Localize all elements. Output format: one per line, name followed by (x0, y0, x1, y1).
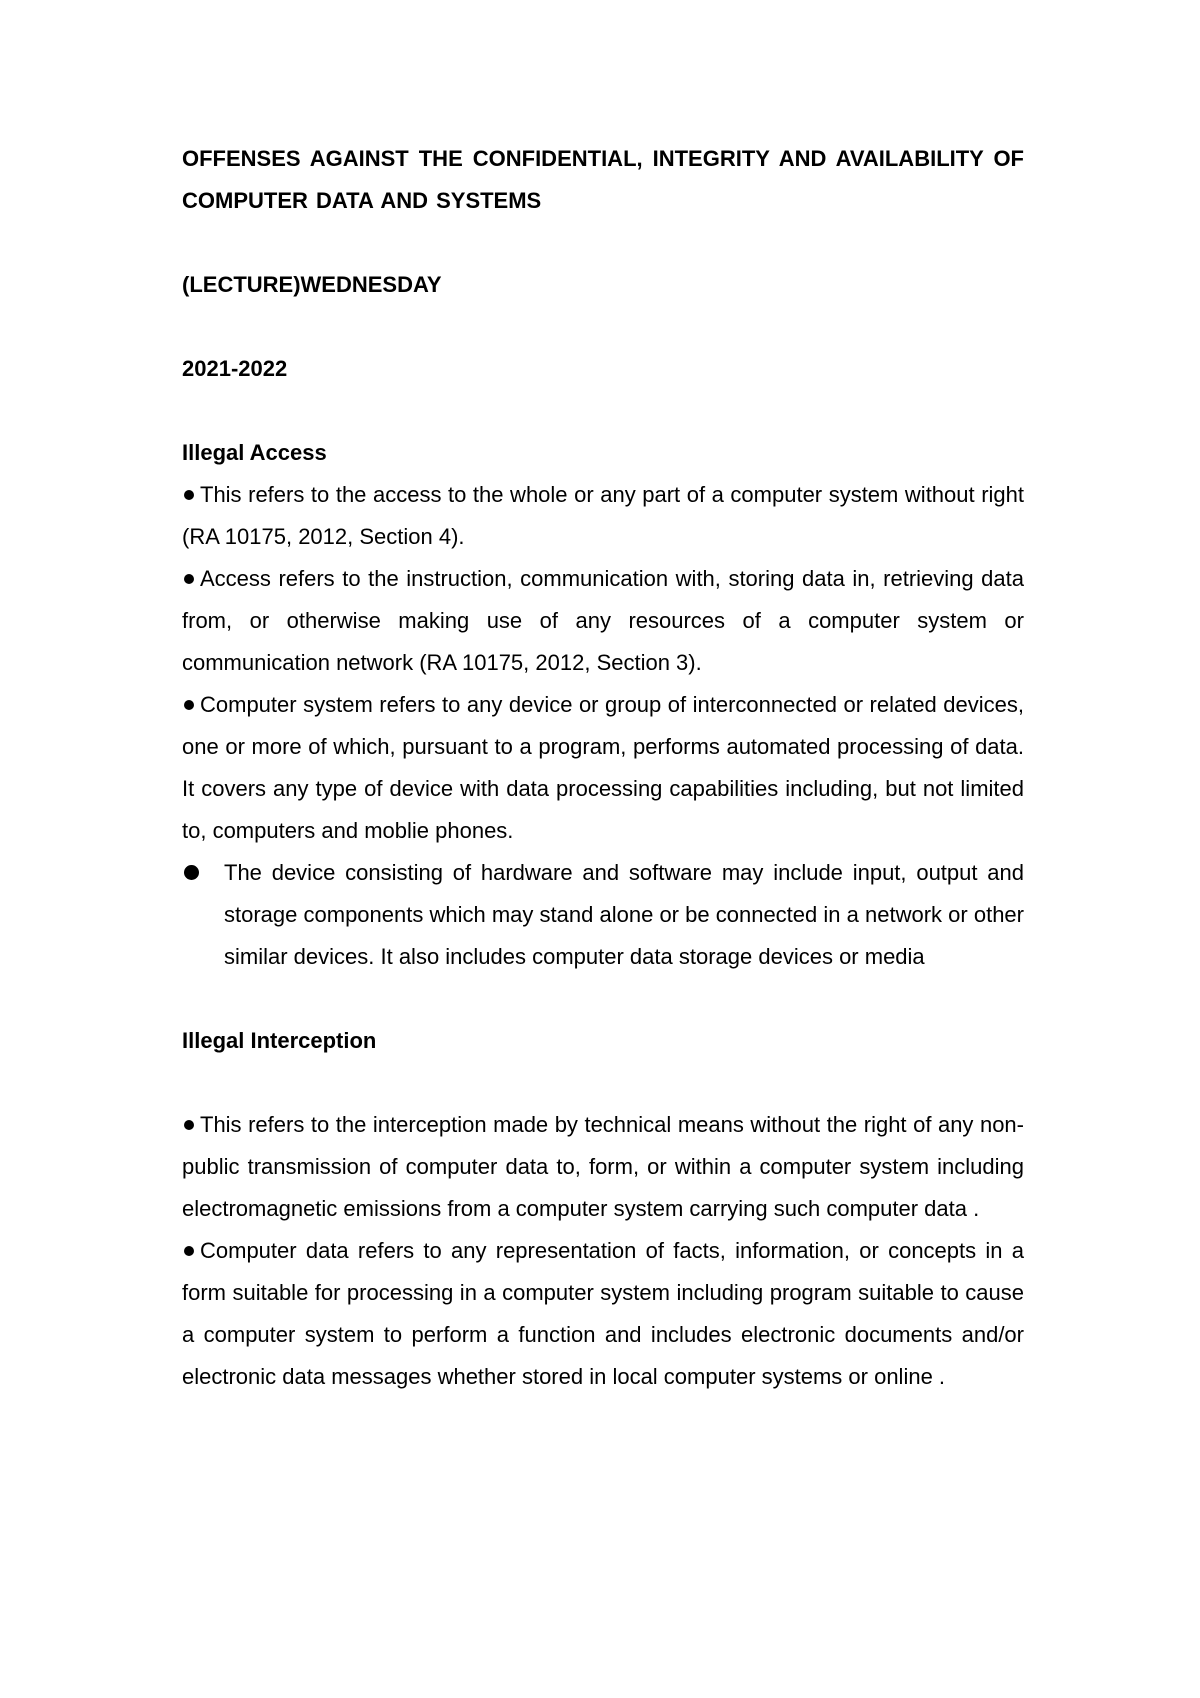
heading-spacer (182, 1062, 1024, 1104)
bullet-icon (184, 865, 199, 880)
list-item (182, 1104, 1024, 1230)
list-item-indented (182, 852, 1024, 978)
bullet-icon (184, 574, 194, 584)
academic-year: 2021-2022 (182, 356, 288, 381)
list-item (182, 558, 1024, 684)
document-title: OFFENSES AGAINST THE CONFIDENTIAL, INTEGRITY AND AVAILABILITY OF COMPUTER DATA AND SYSTEMS (182, 146, 1024, 213)
list-item-text: Access refers to the instruction, communication with, storing data in, retrieving data from, or otherwise making use of any resources of a computer system or communication network (RA 10175, 2012, Section 3). (182, 566, 1024, 675)
list-item (182, 474, 1024, 558)
list-item-text: Computer data refers to any representation of facts, information, or concepts in a form suitable for processing in a computer system including program suitable to cause a computer system to perform a function and includes electronic documents and/or electronic data messages whether stored in local computer systems or online . (182, 1238, 1024, 1389)
list-item-text: The device consisting of hardware and software may include input, output and storage components which may stand alone or be connected in a network or other similar devices. It also includes computer data storage devices or media (224, 860, 1024, 969)
section-heading-illegal-access: Illegal Access (182, 440, 327, 465)
list-item (182, 1230, 1024, 1398)
session-label: (LECTURE)WEDNESDAY (182, 272, 442, 297)
list-item-text: This refers to the interception made by technical means without the right of any non-public transmission of computer data to, form, or within a computer system including electromagnetic emissions from a computer system carrying such computer data . (182, 1112, 1024, 1221)
section-spacer (182, 978, 1024, 1020)
document-content (182, 138, 1024, 1398)
list-item (182, 684, 1024, 852)
bullet-icon (184, 490, 194, 500)
list-item-text: Computer system refers to any device or group of interconnected or related devices, one or more of which, pursuant to a program, performs automated processing of data. It covers any type of device with data processing capabilities including, but not limited to, computers and moblie phones. (182, 692, 1024, 843)
bullet-icon (184, 1120, 194, 1130)
bullet-icon (184, 1246, 194, 1256)
section-heading-illegal-interception: Illegal Interception (182, 1028, 377, 1053)
list-item-text: This refers to the access to the whole or any part of a computer system without right (RA 10175, 2012, Section 4). (182, 482, 1024, 549)
bullet-icon (184, 700, 194, 710)
